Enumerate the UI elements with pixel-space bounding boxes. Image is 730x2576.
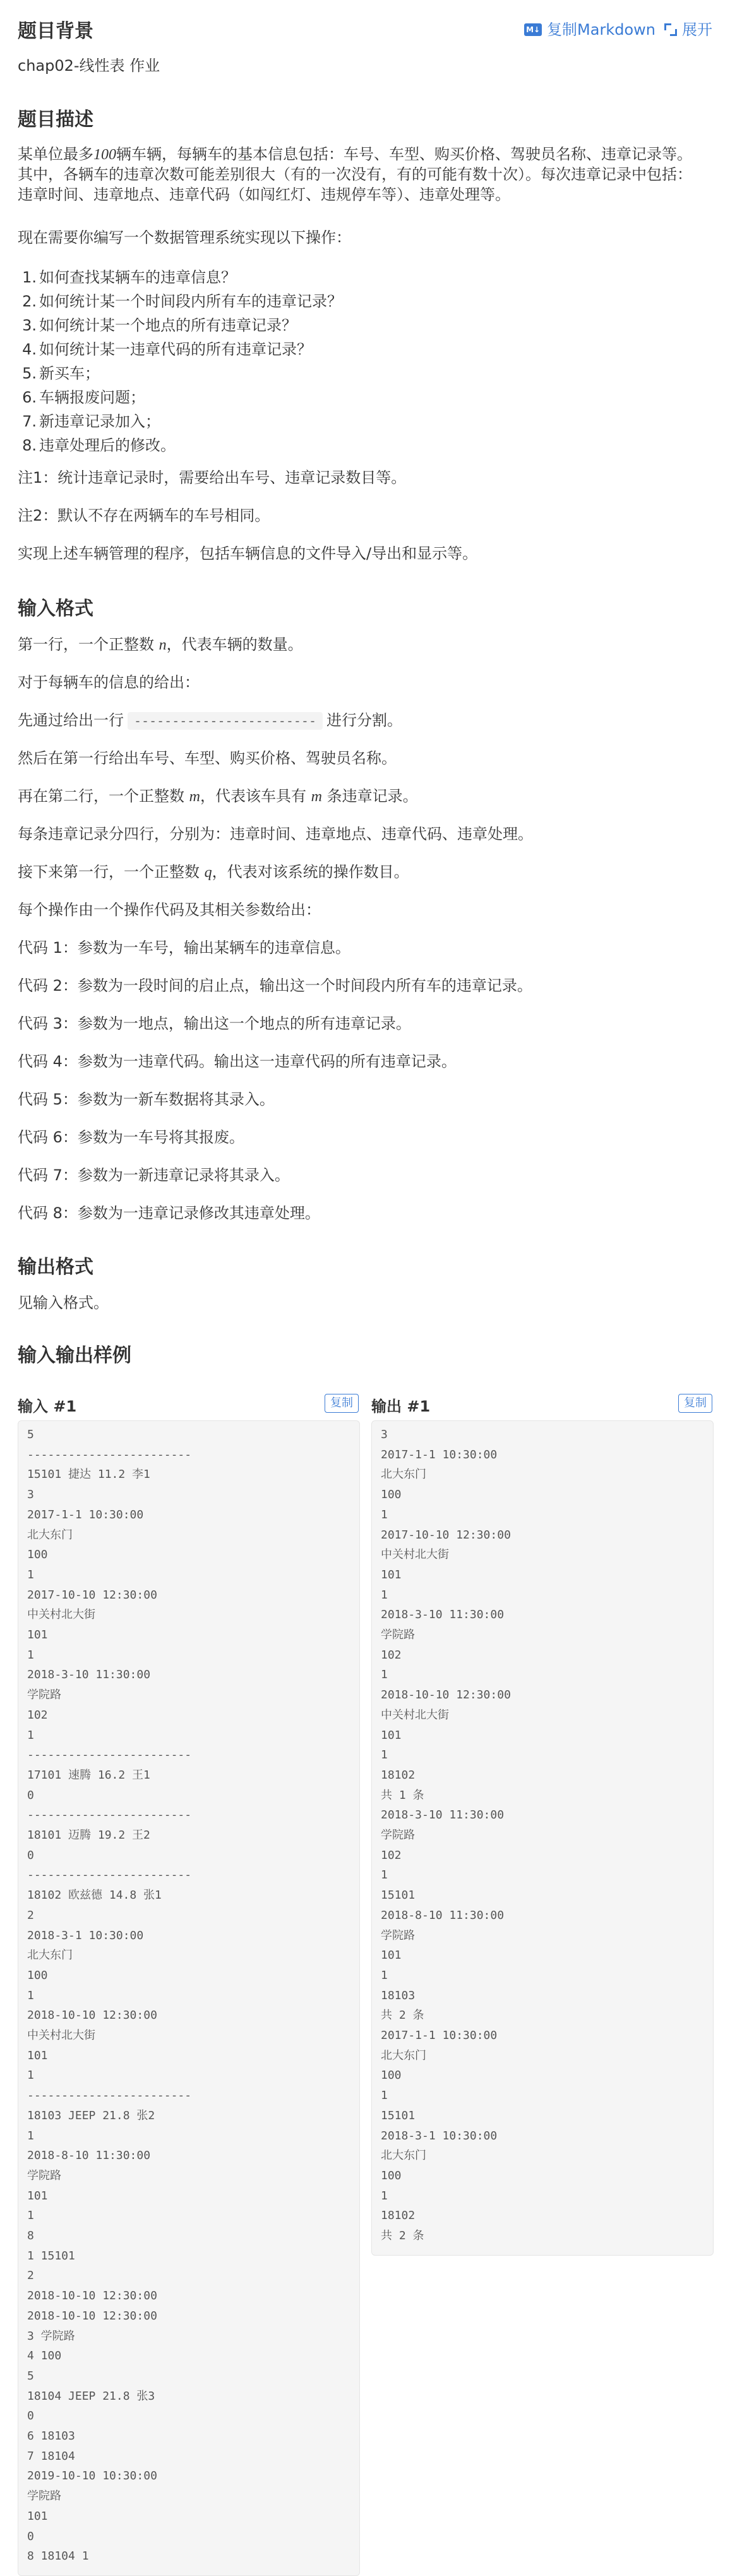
input-format-p1-math: n (159, 637, 167, 653)
code-line: ------------------------ (27, 1748, 192, 1762)
operation-text: 如何查找某辆车的违章信息？ (39, 269, 236, 286)
code-line: 中关村北大街 (27, 2029, 95, 2042)
code-line: 共 2 条 (381, 2009, 424, 2023)
input-format-p7-math: q (204, 864, 212, 881)
copy-input-button[interactable]: 复制 (325, 1394, 359, 1413)
description-para1-line1 (18, 144, 712, 165)
operation-item: 5. 新买车； (22, 365, 100, 382)
code-line: 100 (381, 2168, 402, 2182)
code-line: 2017-10-10 12:30:00 (27, 1588, 157, 1602)
code-line: 2018-3-10 11:30:00 (381, 1608, 505, 1622)
code-line: 共 1 条 (381, 1788, 424, 1802)
code-line: 101 (27, 2048, 48, 2062)
code-line: ------------------------ (27, 1808, 192, 1822)
code-line: 北大东门 (381, 2149, 426, 2163)
input-format-p1-a: 第一行，一个正整数 (18, 636, 154, 653)
code-line: 1 (27, 1988, 34, 2002)
sample-input-box (18, 1420, 360, 2576)
operation-text: 车辆报废问题； (39, 389, 145, 406)
operation-text: 违章处理后的修改。 (39, 437, 176, 454)
expand-icon (664, 23, 677, 36)
input-format-p8: 每个操作由一个操作代码及其相关参数给出： (18, 901, 321, 919)
input-format-p3-a: 先通过给出一行 (18, 711, 124, 729)
input-format-p2: 对于每辆车的信息的给出： (18, 674, 200, 691)
code-line: 2018-10-10 12:30:00 (27, 2309, 157, 2323)
input-format-p7 (18, 862, 712, 883)
code-line: 北大东门 (27, 1528, 73, 1542)
operation-text: 如何统计某一个地点的所有违章记录？ (39, 317, 297, 334)
code-line: 101 (381, 1728, 402, 1742)
code-line: 1 (381, 1588, 388, 1602)
code-line: 1 (27, 1568, 34, 1581)
code-line: 18101 迈腾 19.2 王2 (27, 1829, 150, 1842)
code-line: 2 (27, 1908, 34, 1922)
code-line: 18103 JEEP 21.8 张2 (27, 2108, 155, 2122)
header-bar (0, 0, 730, 57)
output-format-text: 见输入格式。 (18, 1294, 109, 1312)
note1: 注1：统计违章记录时，需要给出车号、违章记录数目等。 (18, 469, 407, 487)
code-line: 18102 (381, 1768, 416, 1782)
code-line: 2018-10-10 12:30:00 (27, 2289, 157, 2303)
input-format-p5-b: ，代表该车具有 (200, 787, 306, 805)
code-line: 中关村北大街 (381, 1708, 449, 1722)
code-line: 102 (381, 1848, 402, 1862)
sample-output-box (371, 1420, 714, 2256)
op-code-5: 代码 5：参数为一新车数据将其录入。 (18, 1091, 275, 1108)
code-line: 0 (27, 2529, 34, 2543)
code-line: 学院路 (381, 1628, 415, 1642)
code-line: 101 (27, 2509, 48, 2523)
op-code-8: 代码 8：参数为一违章记录修改其违章处理。 (18, 1204, 320, 1222)
input-format-p5-c: 条违章记录。 (326, 787, 418, 805)
code-line: 1 (27, 2069, 34, 2083)
op-code-3: 代码 3：参数为一地点，输出这一个地点的所有违章记录。 (18, 1015, 411, 1032)
description-para2: 现在需要你编写一个数据管理系统实现以下操作： (18, 229, 351, 246)
code-line: 3 (27, 1488, 34, 1502)
operation-item: 6. 车辆报废问题； (22, 389, 145, 406)
code-line: 18104 JEEP 21.8 张3 (27, 2389, 155, 2403)
code-line: 1 (381, 1868, 388, 1882)
input-format-p5 (18, 786, 712, 807)
code-line: ------------------------ (27, 1868, 192, 1882)
op-code-4: 代码 4：参数为一违章代码。输出这一违章代码的所有违章记录。 (18, 1053, 457, 1070)
code-line: 102 (27, 1708, 48, 1722)
code-line: 3 (381, 1428, 388, 1441)
description-para1-part1: 某单位最多 (18, 145, 93, 163)
input-format-title: 输入格式 (18, 598, 93, 620)
code-line: 2018-3-1 10:30:00 (381, 2129, 498, 2143)
operation-item: 1. 如何查找某辆车的违章信息？ (22, 269, 236, 286)
code-line: 共 2 条 (381, 2229, 424, 2242)
code-line: 学院路 (381, 1928, 415, 1942)
code-line: 1 (381, 1668, 388, 1682)
code-line: 17101 速腾 16.2 王1 (27, 1768, 150, 1782)
code-line: ------------------------ (27, 2089, 192, 2103)
samples-title: 输入输出样例 (18, 1345, 131, 1367)
code-line: 5 (27, 1428, 34, 1441)
expand-label: 展开 (682, 21, 712, 39)
code-line: 15101 (381, 2108, 416, 2122)
separator-code-inline: ------------------------ (128, 712, 323, 730)
input-format-p6: 每条违章记录分四行，分别为：违章时间、违章地点、违章代码、违章处理。 (18, 825, 533, 843)
sample-input-column (18, 1391, 359, 2563)
code-line: 1 (27, 2129, 34, 2143)
code-line: 学院路 (27, 1688, 61, 1702)
background-text: chap02-线性表 作业 (18, 57, 160, 75)
code-line: 101 (381, 1949, 402, 1962)
code-line: 8 (27, 2229, 34, 2242)
input-format-p7-a: 接下来第一行，一个正整数 (18, 863, 200, 881)
code-line: 2017-1-1 10:30:00 (381, 1448, 498, 1461)
operation-text: 新买车； (39, 365, 100, 382)
input-format-p5-math2: m (311, 789, 322, 805)
code-line: 北大东门 (27, 1949, 73, 1962)
code-line: ------------------------ (27, 1448, 192, 1461)
input-format-p5-math1: m (189, 789, 200, 805)
code-line: 1 (381, 1968, 388, 1982)
code-line: 7 18104 (27, 2449, 75, 2463)
code-line: 18103 (381, 1988, 416, 2002)
code-line: 101 (27, 2189, 48, 2203)
description-title: 题目描述 (18, 109, 93, 131)
code-line: 15101 (381, 1889, 416, 1902)
operation-item: 2. 如何统计某一个时间段内所有车的违章记录？ (22, 293, 342, 310)
code-line: 2018-3-1 10:30:00 (27, 1928, 144, 1942)
code-line: 100 (381, 1488, 402, 1502)
operation-text: 如何统计某一个时间段内所有车的违章记录？ (39, 293, 342, 310)
operation-item: 3. 如何统计某一个地点的所有违章记录？ (22, 317, 297, 334)
code-line: 2018-3-10 11:30:00 (381, 1808, 505, 1822)
op-code-1: 代码 1：参数为一车号，输出某辆车的违章信息。 (18, 939, 350, 957)
samples-area (18, 1391, 712, 2567)
sample-output-title: 输出 #1 (371, 1398, 431, 1415)
code-line: 学院路 (27, 2168, 61, 2182)
code-line: 2017-1-1 10:30:00 (27, 1508, 144, 1521)
top-actions (524, 19, 712, 40)
code-line: 2018-10-10 12:30:00 (381, 1688, 511, 1702)
op-code-7: 代码 7：参数为一新违章记录将其录入。 (18, 1166, 290, 1184)
code-line: 2018-3-10 11:30:00 (27, 1668, 151, 1682)
sample-input-header (18, 1391, 359, 1420)
code-line: 5 (27, 2369, 34, 2383)
code-line: 2017-10-10 12:30:00 (381, 1528, 511, 1542)
code-line: 2018-10-10 12:30:00 (27, 2009, 157, 2023)
description-para1-line2: 其中，各辆车的违章次数可能差别很大（有的一次没有，有的可能有数十次）。每次违章记录中包括： (18, 166, 692, 183)
code-line: 3 学院路 (27, 2329, 75, 2343)
output-format-title: 输出格式 (18, 1256, 93, 1278)
code-line: 中关村北大街 (381, 1548, 449, 1562)
code-line: 1 (381, 2189, 388, 2203)
copy-markdown-button[interactable] (524, 19, 655, 40)
code-line: 100 (381, 2069, 402, 2083)
code-line: 18102 欧兹德 14.8 张1 (27, 1889, 162, 1902)
op-code-6: 代码 6：参数为一车号将其报废。 (18, 1128, 244, 1146)
code-line: 102 (381, 1648, 402, 1662)
code-line: 100 (27, 1548, 48, 1562)
operation-item: 8. 违章处理后的修改。 (22, 437, 176, 454)
code-line: 1 15101 (27, 2249, 75, 2263)
description-para1-part2: 辆车辆，每辆车的基本信息包括：车号、车型、购买价格、驾驶员名称、违章记录等。 (116, 145, 692, 163)
operation-text: 新违章记录加入； (39, 413, 160, 430)
sample-output-header (371, 1391, 712, 1420)
code-line: 101 (381, 1568, 402, 1581)
code-line: 北大东门 (381, 1468, 426, 1482)
code-line: 6 18103 (27, 2429, 75, 2443)
code-line: 2018-8-10 11:30:00 (27, 2149, 151, 2163)
operation-item: 7. 新违章记录加入； (22, 413, 160, 430)
code-line: 2018-8-10 11:30:00 (381, 1908, 505, 1922)
markdown-icon: M↓ (524, 23, 542, 36)
code-line: 1 (381, 2089, 388, 2103)
sample-input-title: 输入 #1 (18, 1398, 77, 1415)
description-para1-line3: 违章时间、违章地点、违章代码（如闯红灯、违规停车等）、违章处理等。 (18, 186, 510, 203)
operation-item: 4. 如何统计某一违章代码的所有违章记录？ (22, 341, 312, 358)
code-line: 2019-10-10 10:30:00 (27, 2469, 157, 2483)
code-line: 0 (27, 2409, 34, 2423)
input-format-p7-b: ，代表对该系统的操作数目。 (212, 863, 409, 881)
op-code-2: 代码 2：参数为一段时间的启止点，输出这一个时间段内所有车的违章记录。 (18, 977, 532, 995)
code-line: 1 (27, 1648, 34, 1662)
code-line: 100 (27, 1968, 48, 1982)
description-para1-math: 100 (93, 147, 116, 163)
code-line: 北大东门 (381, 2048, 426, 2062)
note3: 实现上述车辆管理的程序，包括车辆信息的文件导入/导出和显示等。 (18, 545, 478, 562)
code-line: 18102 (381, 2209, 416, 2223)
input-format-p5-a: 再在第二行，一个正整数 (18, 787, 184, 805)
code-line: 101 (27, 1628, 48, 1642)
note2: 注2：默认不存在两辆车的车号相同。 (18, 507, 270, 524)
input-format-p3 (18, 710, 712, 730)
input-format-p1 (18, 634, 712, 655)
code-line: 0 (27, 1848, 34, 1862)
code-line: 中关村北大街 (27, 1608, 95, 1622)
code-line: 4 100 (27, 2349, 62, 2363)
code-line: 1 (381, 1508, 388, 1521)
input-format-p4: 然后在第一行给出车号、车型、购买价格、驾驶员名称。 (18, 749, 397, 767)
code-line: 学院路 (27, 2489, 61, 2503)
copy-output-button[interactable]: 复制 (678, 1394, 712, 1413)
code-line: 1 (381, 1748, 388, 1762)
code-line: 2017-1-1 10:30:00 (381, 2029, 498, 2042)
expand-button[interactable] (664, 19, 712, 40)
input-format-p1-b: ，代表车辆的数量。 (166, 636, 303, 653)
operation-text: 如何统计某一违章代码的所有违章记录？ (39, 341, 312, 358)
code-line: 15101 捷达 11.2 李1 (27, 1468, 150, 1482)
code-line: 2 (27, 2269, 34, 2283)
sample-output-column (371, 1391, 712, 2242)
code-line: 8 18104 1 (27, 2549, 89, 2563)
input-format-p3-b: 进行分割。 (326, 711, 402, 729)
code-line: 1 (27, 1728, 34, 1742)
operations-list (18, 265, 700, 457)
code-line: 学院路 (381, 1829, 415, 1842)
code-line: 1 (27, 2209, 34, 2223)
code-line: 0 (27, 1788, 34, 1802)
background-title: 题目背景 (18, 20, 93, 42)
copy-markdown-label: 复制Markdown (547, 21, 655, 39)
